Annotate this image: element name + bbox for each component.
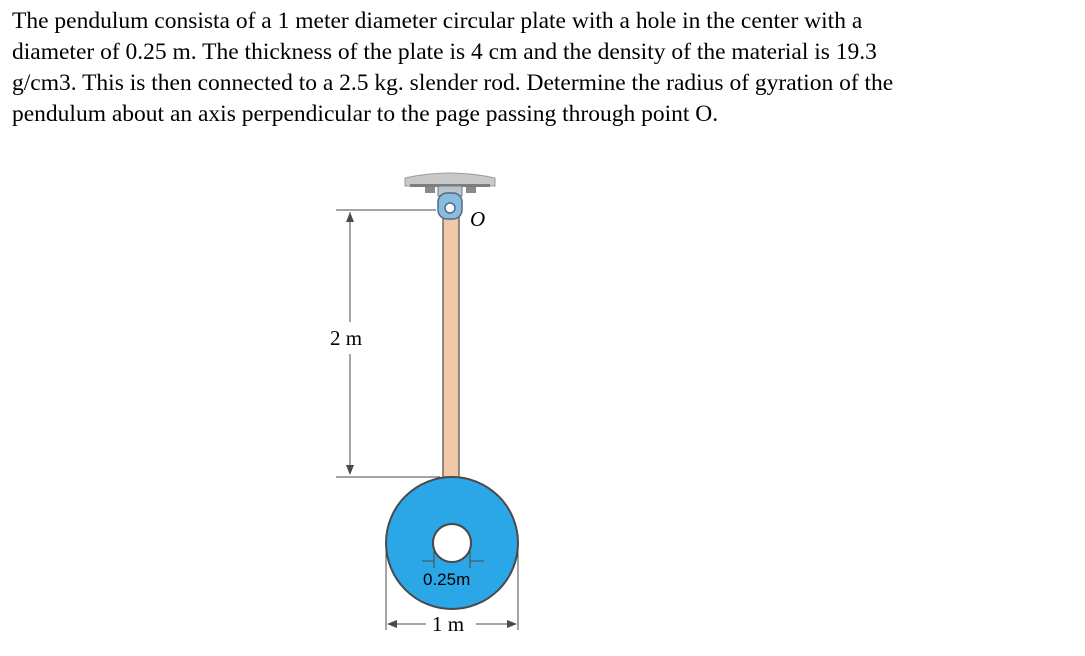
- rod-length-label: 2 m: [330, 326, 363, 350]
- pivot-pin: [438, 193, 462, 219]
- plate-diameter-label: 1 m: [432, 612, 465, 636]
- center-hole: [433, 524, 471, 562]
- problem-line-4: pendulum about an axis perpendicular to the page passing through point O.: [12, 101, 719, 127]
- pivot-label: O: [470, 207, 486, 231]
- slender-rod: [443, 210, 459, 482]
- problem-line-2: diameter of 0.25 m. The thickness of the plate is 4 cm and the density of the material is 19.3: [12, 39, 877, 65]
- problem-line-3: g/cm3. This is then connected to a 2.5 kg. slender rod. Determine the radius of gyration of the: [12, 70, 894, 96]
- hole-diameter-label: 0.25m: [423, 570, 471, 589]
- problem-line-1: The pendulum consista of a 1 meter diameter circular plate with a hole in the center with a: [12, 8, 863, 34]
